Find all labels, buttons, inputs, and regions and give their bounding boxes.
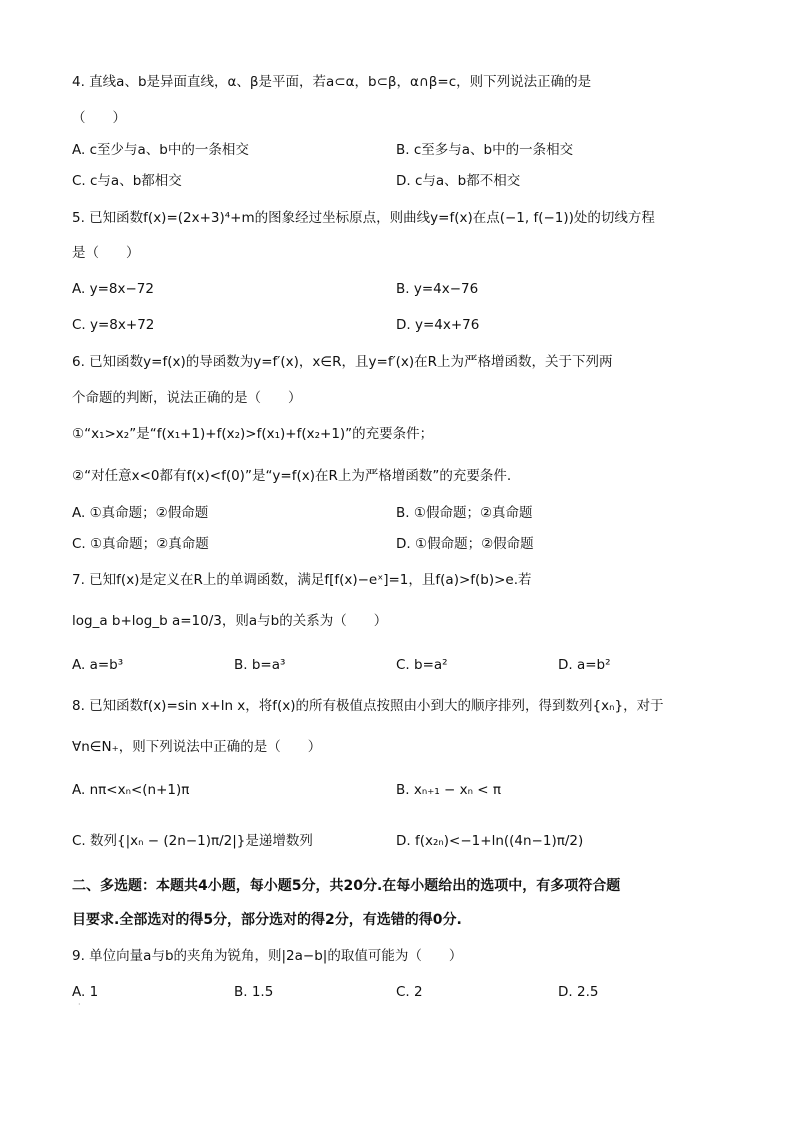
q5-stem: 5. 已知函数f(x)=(2x+3)⁴+m的图象经过坐标原点，则曲线y=f(x)在点(−1, f(−1))处的切线方程 — [72, 210, 655, 226]
q9-option-d: D. 2.5 — [558, 984, 599, 1000]
q6-stem: 6. 已知函数y=f(x)的导函数为y=f′(x)，x∈R，且y=f′(x)在R上为严格增函数，关于下列两 — [72, 354, 613, 370]
q7-stem: 7. 已知f(x)是定义在R上的单调函数，满足f[f(x)−eˣ]=1，且f(a)>f(b)>e.若 — [72, 572, 532, 588]
q9-option-c: C. 2 — [396, 984, 423, 1000]
q7-option-c: C. b=a² — [396, 657, 448, 673]
q7-option-a: A. a=b³ — [72, 657, 124, 673]
q7-option-d: D. a=b² — [558, 657, 611, 673]
q8-stem: 8. 已知函数f(x)=sin x+ln x，将f(x)的所有极值点按照由小到大的顺序排列，得到数列{xₙ}，对于 — [72, 698, 664, 714]
q9-option-a: A. 1 — [72, 984, 99, 1000]
q8-option-d: D. f(x₂ₙ)<−1+ln((4n−1)π/2) — [396, 833, 584, 849]
section-2-heading-2: 目要求.全部选对的得5分，部分选对的得2分，有选错的得0分. — [72, 912, 462, 928]
q6-option-a: A. ①真命题；②假命题 — [72, 505, 209, 521]
q4-stem: 4. 直线a、b是异面直线，α、β是平面，若a⊂α，b⊂β，α∩β=c，则下列说法正确的是 — [72, 74, 592, 90]
q5-option-a: A. y=8x−72 — [72, 281, 154, 297]
q5-option-c: C. y=8x+72 — [72, 317, 155, 333]
q8-option-c: C. 数列{|xₙ − (2n−1)π/2|}是递增数列 — [72, 833, 313, 849]
section-2-heading: 二、多选题：本题共4小题，每小题5分，共20分.在每小题给出的选项中，有多项符合题 — [72, 878, 621, 894]
q5-option-b: B. y=4x−76 — [396, 281, 479, 297]
q8-stem-2: ∀n∈N₊，则下列说法中正确的是（ ） — [72, 739, 322, 755]
q4-option-d: D. c与a、b都不相交 — [396, 173, 521, 189]
q5-option-d: D. y=4x+76 — [396, 317, 480, 333]
q4-option-b: B. c至多与a、b中的一条相交 — [396, 142, 574, 158]
q7-option-b: B. b=a³ — [234, 657, 286, 673]
q9-option-b: B. 1.5 — [234, 984, 274, 1000]
q6-stem-2: 个命题的判断，说法正确的是（ ） — [72, 390, 302, 406]
q4-option-c: C. c与a、b都相交 — [72, 173, 182, 189]
q9-stem: 9. 单位向量a与b的夹角为锐角，则|2a−b|的取值可能为（ ） — [72, 948, 463, 964]
stray-mark: · — [78, 1000, 81, 1009]
q6-option-d: D. ①假命题；②假命题 — [396, 536, 534, 552]
q8-option-a: A. nπ<xₙ<(n+1)π — [72, 782, 190, 798]
q6-option-b: B. ①假命题；②真命题 — [396, 505, 533, 521]
q6-option-c: C. ①真命题；②真命题 — [72, 536, 209, 552]
q8-option-b: B. xₙ₊₁ − xₙ < π — [396, 782, 502, 798]
q5-stem-2: 是（ ） — [72, 245, 140, 261]
q7-stem-2: log_a b+log_b a=10/3，则a与b的关系为（ ） — [72, 613, 388, 629]
q4-paren: （ ） — [72, 110, 126, 126]
q6-proposition-1: ①“x₁>x₂”是“f(x₁+1)+f(x₂)>f(x₁)+f(x₂+1)”的充要条件； — [72, 426, 434, 442]
q6-proposition-2: ②“对任意x<0都有f(x)<f(0)”是“y=f(x)在R上为严格增函数”的充要条件. — [72, 468, 512, 484]
q4-option-a: A. c至少与a、b中的一条相交 — [72, 142, 249, 158]
